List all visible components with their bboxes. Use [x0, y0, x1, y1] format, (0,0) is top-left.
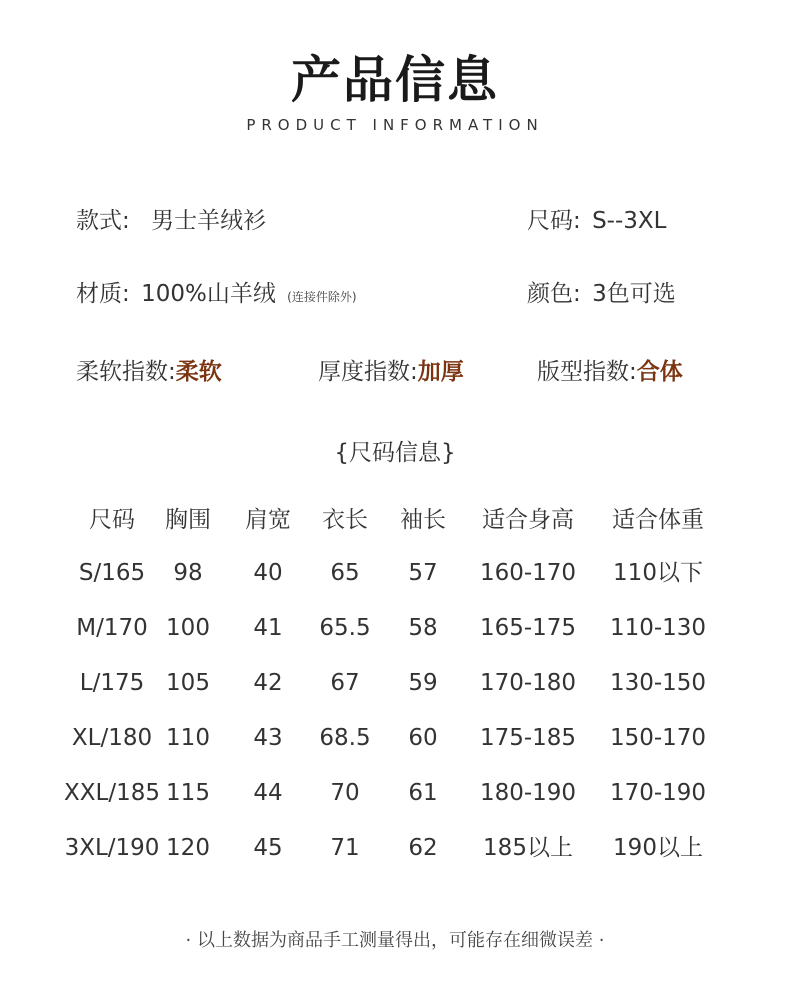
- table-cell: 60: [408, 725, 438, 751]
- table-cell: XXL/185: [64, 780, 160, 806]
- table-cell: 160-170: [479, 560, 577, 586]
- table-row: [0, 773, 790, 813]
- table-cell: 100: [166, 615, 210, 641]
- table-row: [0, 663, 790, 703]
- table-cell: M/170: [76, 615, 148, 641]
- table-cell: L/175: [79, 670, 145, 696]
- table-cell: 71: [330, 835, 360, 861]
- table-cell: 70: [330, 780, 360, 806]
- table-cell: 68.5: [319, 725, 371, 751]
- page-subtitle: PRODUCT INFORMATION: [246, 116, 544, 134]
- table-header-row: [0, 500, 790, 540]
- size-info: [527, 202, 666, 235]
- softness-index-value: 柔软: [175, 359, 222, 385]
- table-cell: 170-180: [479, 670, 577, 696]
- table-row: [0, 608, 790, 648]
- table-cell: 185以上: [483, 835, 573, 861]
- color-info: [527, 275, 676, 308]
- table-cell: 61: [408, 780, 438, 806]
- table-cell: 110以下: [613, 560, 703, 586]
- style-value: 男士羊绒衫: [151, 208, 267, 234]
- softness-index-label: 柔软指数:: [76, 359, 176, 385]
- size-value: S--3XL: [592, 208, 667, 234]
- material-value: 100%山羊绒: [141, 281, 276, 307]
- table-header-cell: 胸围: [165, 507, 211, 533]
- footnote: · 以上数据为商品手工测量得出，可能存在细微误差 ·: [185, 930, 605, 951]
- table-header-cell: 尺码: [89, 507, 135, 533]
- table-cell: 65: [330, 560, 360, 586]
- style-info: [76, 202, 266, 235]
- table-cell: 115: [166, 780, 210, 806]
- table-cell: XL/180: [71, 725, 153, 751]
- table-cell: 67: [330, 670, 360, 696]
- fit-index: [537, 353, 683, 386]
- table-header-cell: 衣长: [322, 507, 368, 533]
- thickness-index-label: 厚度指数:: [318, 359, 418, 385]
- thickness-index-value: 加厚: [417, 359, 464, 385]
- table-cell: 105: [166, 670, 210, 696]
- table-header-cell: 适合身高: [482, 507, 574, 533]
- size-section-title: {尺码信息}: [334, 440, 456, 466]
- table-cell: 59: [408, 670, 438, 696]
- table-header-cell: 适合体重: [612, 507, 704, 533]
- table-cell: 190以上: [613, 835, 703, 861]
- table-cell: 43: [253, 725, 283, 751]
- color-value: 3色可选: [592, 281, 676, 307]
- table-cell: 165-175: [479, 615, 577, 641]
- table-cell: 62: [408, 835, 438, 861]
- table-cell: 45: [253, 835, 283, 861]
- style-label: 款式:: [76, 208, 130, 234]
- table-cell: 150-170: [609, 725, 707, 751]
- table-row: [0, 718, 790, 758]
- table-cell: 170-190: [609, 780, 707, 806]
- table-header-cell: 肩宽: [245, 507, 291, 533]
- table-cell: 58: [408, 615, 438, 641]
- page-title: 产品信息: [291, 51, 499, 109]
- table-cell: 40: [253, 560, 283, 586]
- table-cell: 130-150: [609, 670, 707, 696]
- material-label: 材质:: [76, 281, 130, 307]
- size-label: 尺码:: [527, 208, 581, 234]
- table-cell: 120: [166, 835, 210, 861]
- table-row: [0, 828, 790, 868]
- material-info: [76, 275, 357, 308]
- table-cell: 3XL/190: [64, 835, 160, 861]
- table-cell: 65.5: [319, 615, 371, 641]
- color-label: 颜色:: [527, 281, 581, 307]
- softness-index: [76, 353, 222, 386]
- table-cell: 57: [408, 560, 438, 586]
- fit-index-value: 合体: [636, 359, 683, 385]
- table-cell: 180-190: [479, 780, 577, 806]
- table-cell: 110: [166, 725, 210, 751]
- material-note: (连接件除外): [287, 290, 357, 304]
- table-cell: 41: [253, 615, 283, 641]
- table-header-cell: 袖长: [400, 507, 446, 533]
- table-row: [0, 553, 790, 593]
- table-cell: 98: [173, 560, 203, 586]
- table-cell: 175-185: [479, 725, 577, 751]
- fit-index-label: 版型指数:: [537, 359, 637, 385]
- table-cell: S/165: [78, 560, 146, 586]
- thickness-index: [318, 353, 464, 386]
- table-cell: 44: [253, 780, 283, 806]
- table-cell: 42: [253, 670, 283, 696]
- table-cell: 110-130: [609, 615, 707, 641]
